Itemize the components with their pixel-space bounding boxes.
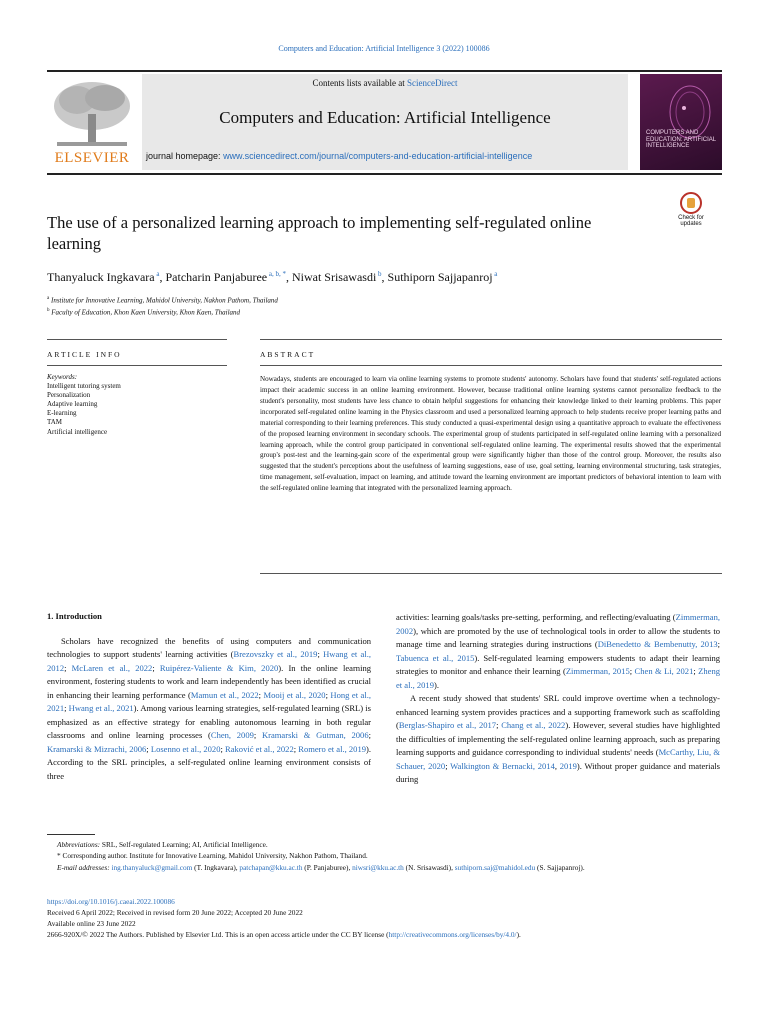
citation-link[interactable]: Chang et al., 2022: [501, 720, 566, 730]
abstract-heading: ABSTRACT: [260, 350, 316, 359]
email-link[interactable]: niwsri@kku.ac.th: [352, 862, 404, 872]
article-meta: [47, 897, 722, 941]
author-name[interactable]: Suthiporn Sajjapanroj: [387, 270, 493, 284]
article-info-rule-bottom: [47, 365, 227, 366]
abstract-text: Nowadays, students are encouraged to learn via online learning systems to promote students' autonomy. Scholars have found that students' self-regulated actions impact their academic success in an online learning environment. However, because traditional online learning systems cannot personalize feedback to the student's personality, most students have less chance to obtain helpful suggestions for enhancing their knowledge linked to their learning problems. This paper incorporated self-regulated online learning in the Physics classroom and used a personalized learning approach to help students receive proper learning paths and material corresponding to their learning preferences. This study conducted a quasi-experimental design using a quantitative approach to evaluate the effectiveness of the proposed learning environment in secondary schools. The experimental group of students participated in self-regulated online learning with a personalized learning approach, while the control group participated in conventional self-regulated online learning. The experimental results showed that the experimental group's post-test and the learning-gain score of the experimental group were significantly higher than those of the control group. Moreover, the results also suggested that the student's perceptions about the usefulness of learning suggestions, ease of use, goal setting, learning environmental structuring, task strategies, time management, self-evaluation, impact on learning, and attitude toward the learning environment are important predictors of behavioral intention to learn with the self-regulated online learning that integrated with the personalized learning approach.: [260, 375, 721, 493]
citation-link[interactable]: Hong et al., 2021: [47, 689, 371, 713]
citation-link[interactable]: Tabuenca et al., 2015: [396, 652, 475, 663]
affiliation-marker: a: [47, 296, 50, 301]
header-rule: [47, 70, 722, 72]
citation-link[interactable]: Mamun et al., 2022: [190, 689, 259, 700]
citation-link[interactable]: Romero et al., 2019: [298, 743, 366, 754]
email-label: E-mail addresses:: [57, 862, 112, 872]
citation-link[interactable]: McCarthy, Liu, & Schauer, 2020: [396, 747, 720, 771]
email-link[interactable]: ing.thanyaluck@gmail.com: [111, 862, 193, 872]
check-for-updates-button[interactable]: [669, 192, 713, 232]
citation-link[interactable]: Kramarski & Mizrachi, 2006: [47, 743, 147, 754]
available-online: Available online 23 June 2022: [47, 918, 136, 928]
article-info-heading: ARTICLE INFO: [47, 350, 122, 359]
author-affiliation-marker[interactable]: a: [154, 270, 160, 278]
body-right-column: [396, 611, 720, 787]
keywords-block: [47, 373, 227, 437]
doi-link[interactable]: https://doi.org/10.1016/j.caeai.2022.100086: [47, 897, 175, 906]
citation-link[interactable]: DiBenedetto & Bembenutty, 2013: [597, 639, 718, 649]
journal-cover-image[interactable]: [640, 74, 722, 170]
citation-link[interactable]: Zheng et al., 2019: [396, 666, 720, 690]
keyword-item: Adaptive learning: [47, 400, 98, 409]
keyword-item: Intelligent tutoring system: [47, 382, 121, 391]
citation-link[interactable]: Zimmerman, 2015: [565, 666, 630, 676]
license-link[interactable]: http://creativecommons.org/licenses/by/4.0/: [388, 929, 517, 939]
body-left-column: [47, 610, 371, 783]
abbreviations-text: SRL, Self-regulated Learning; AI, Artificial Intelligence.: [100, 840, 268, 849]
citation-link[interactable]: Zimmerman, 2002: [396, 612, 720, 636]
keyword-item: TAM: [47, 418, 62, 427]
corresponding-author-note: * Corresponding author. Institute for Innovative Learning, Mahidol University, Nakhon Pathom, Thailand.: [57, 851, 368, 861]
author-affiliation-marker[interactable]: a: [492, 270, 498, 278]
keywords-label: Keywords:: [47, 373, 78, 381]
affiliation-text: Faculty of Education, Khon Kaen University, Khon Kaen, Thailand: [51, 308, 241, 317]
article-info-rule: [47, 339, 227, 340]
author-list: Thanyaluck Ingkavara $^a$, Patcharin Panjaburee $^{a, b, *}$, Niwat Srisawasdi $^b$, Suthiporn Sajjapanroj $^a$: [47, 270, 498, 284]
citation-link[interactable]: 2019: [559, 760, 577, 771]
contents-prefix: Contents lists available at: [312, 78, 407, 88]
journal-citation[interactable]: Computers and Education: Artificial Intelligence 3 (2022) 100086: [278, 44, 490, 53]
citation-link[interactable]: Ruipérez-Valiente & Kim, 2020: [159, 662, 279, 673]
citation-link[interactable]: Brezovszky et al., 2019: [233, 649, 318, 659]
citation-link[interactable]: Chen, 2009: [210, 730, 254, 740]
abbreviations-note: [47, 839, 722, 850]
affiliation-b: [47, 308, 240, 316]
license-end: ).: [516, 929, 521, 939]
author-affiliation-marker[interactable]: b: [376, 270, 382, 278]
citation-link[interactable]: McLaren et al., 2022: [71, 662, 153, 673]
check-updates-label: Check for updates: [678, 215, 704, 227]
citation-link[interactable]: Hwang et al., 2012: [47, 649, 371, 673]
author-name[interactable]: Patcharin Panjaburee: [165, 270, 268, 284]
contents-line: [142, 78, 628, 88]
keyword-item: Personalization: [47, 391, 91, 400]
footnotes: [47, 839, 722, 873]
homepage-label: journal homepage:: [146, 151, 224, 161]
homepage-link[interactable]: www.sciencedirect.com/journal/computers-and-education-artificial-intelligence: [223, 151, 533, 161]
intro-paragraph-1-cont: activities: learning goals/tasks pre-setting, performing, and reflecting/evaluating (Zimmerman, 2002), which are promoted by the use of technological tools in order to allow the students to manage time and learning strategies during instructions (DiBenedetto & Bembenutty, 2013; Tabuenca et al., 2015). Self-regulated learning empowers students to adapt their learning strategies to monitor and enhance their learning (Zimmerman, 2015; Chen & Li, 2021; Zheng et al., 2019).: [396, 612, 721, 690]
license-text: 2666-920X/© 2022 The Authors. Published by Elsevier Ltd. This is an open access article under the CC BY license (: [47, 929, 389, 939]
affiliation-a: [47, 296, 278, 304]
keyword-item: Artificial intelligence: [47, 427, 108, 436]
citation-link[interactable]: Raković et al., 2022: [225, 743, 294, 754]
elsevier-wordmark: ELSEVIER: [54, 150, 130, 166]
journal-homepage: [146, 151, 628, 161]
abstract-rule-bottom: [260, 365, 722, 366]
header-bottom-rule: [47, 173, 722, 175]
affiliation-marker: b: [47, 308, 50, 313]
received-dates: Received 6 April 2022; Received in revised form 20 June 2022; Accepted 20 June 2022: [47, 907, 303, 917]
email-link[interactable]: patchapan@kku.ac.th: [239, 862, 303, 872]
abstract-end-rule: [260, 573, 722, 574]
citation-link[interactable]: Berglas-Shapiro et al., 2017: [398, 720, 497, 730]
article-title: The use of a personalized learning approach to implementing self-regulated online learning: [47, 213, 592, 254]
citation-link[interactable]: Chen & Li, 2021: [634, 666, 694, 676]
email-note: E-mail addresses: ing.thanyaluck@gmail.com (T. Ingkavara), patchapan@kku.ac.th (P. Panjaburee), niwsri@kku.ac.th (N. Srisawasdi), suthiporn.saj@mahidol.edu (S. Sajjapanroj).: [57, 862, 585, 872]
citation-link[interactable]: Hwang et al., 2021: [68, 703, 134, 713]
intro-paragraph-1: Scholars have recognized the benefits of using computers and communication technologies to support students' learning activities (Brezovszky et al., 2019; Hwang et al., 2012; McLaren et al., 2022; Ruipérez-Valiente & Kim, 2020). In the online learning environment, fostering students to work and learn independently has been identified as crucial in enhancing their learning performance (Mamun et al., 2022; Mooij et al., 2020; Hong et al., 2021; Hwang et al., 2021). Among various learning strategies, self-regulated learning (SRL) is emphasized as an effective strategy for enabling autonomous learning in both regular classrooms and online learning processes (Chen, 2009; Kramarski & Gutman, 2006; Kramarski & Mizrachi, 2006; Losenno et al., 2020; Raković et al., 2022; Romero et al., 2019). According to the SRL principles, a self-regulated online learning environment consists of three: [47, 635, 371, 781]
sciencedirect-link[interactable]: ScienceDirect: [407, 78, 458, 88]
intro-paragraph-2: A recent study showed that students' SRL could improve overtime when a technology-enhanced learning system provides practices and a supporting framework such as scaffolding (Berglas-Shapiro et al., 2017; Chang et al., 2022). However, several studies have highlighted the difficulties of implementing the self-regulated online learning approach, such as preparing learning supports and guidance corresponding to individual students' needs (McCarthy, Liu, & Schauer, 2020; Walkington & Bernacki, 2014, 2019). Without proper guidance and materials during: [396, 693, 721, 784]
affiliation-text: Institute for Innovative Learning, Mahidol University, Nakhon Pathom, Thailand: [50, 296, 278, 305]
cover-title: COMPUTERS AND EDUCATION: ARTIFICIAL INTELLIGENCE: [646, 130, 716, 150]
journal-title: Computers and Education: Artificial Intelligence: [219, 108, 551, 127]
footnote-rule: [47, 834, 95, 835]
author-name[interactable]: Thanyaluck Ingkavara: [47, 270, 155, 284]
citation-link[interactable]: Losenno et al., 2020: [150, 743, 221, 754]
abbreviations-label: Abbreviations:: [57, 840, 101, 849]
cover-face-graphic: [640, 74, 722, 170]
check-updates-icon: [680, 192, 702, 214]
citation-link[interactable]: Mooij et al., 2020: [263, 689, 326, 700]
license-line: [47, 930, 722, 941]
citation-link[interactable]: Kramarski & Gutman, 2006: [261, 730, 369, 740]
citation-link[interactable]: Walkington & Bernacki, 2014: [450, 760, 555, 771]
section-heading-introduction: 1. Introduction: [47, 611, 102, 621]
abstract-rule: [260, 339, 722, 340]
email-link[interactable]: suthiporn.saj@mahidol.edu: [454, 862, 536, 872]
author-affiliation-marker[interactable]: a, b, *: [267, 270, 286, 278]
author-name[interactable]: Niwat Srisawasdi: [291, 270, 377, 284]
keyword-item: E-learning: [47, 409, 77, 418]
